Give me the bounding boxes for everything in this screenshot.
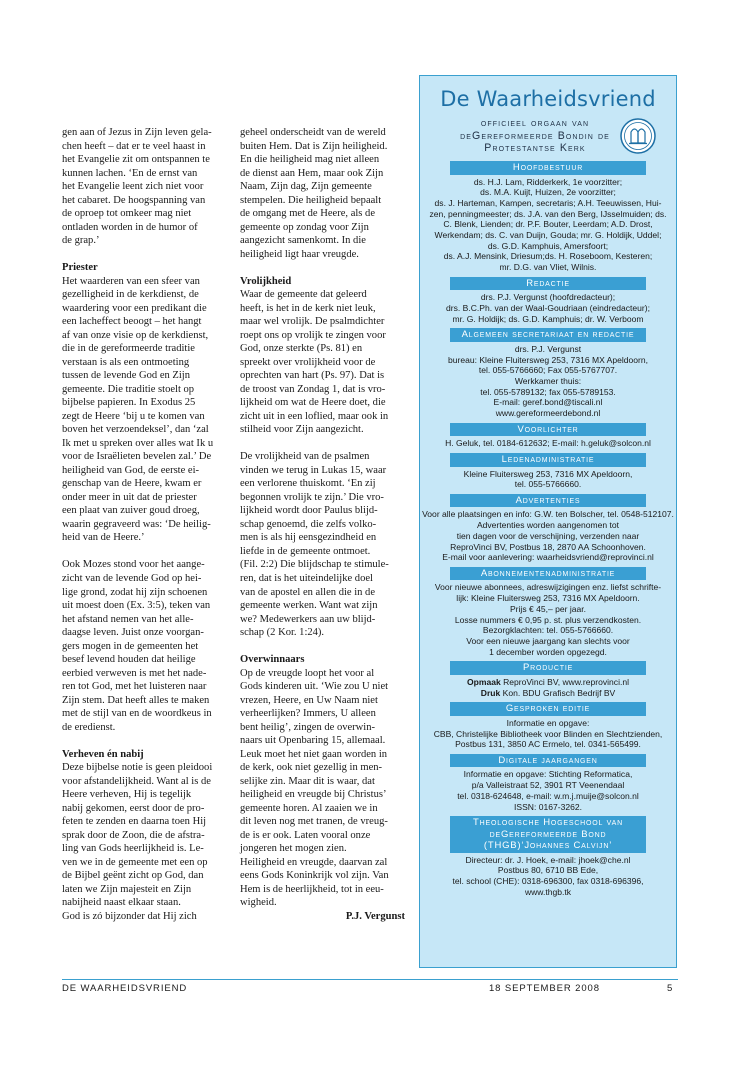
- section-secretariaat-heading: Algemeen secretariaat en redactie: [450, 328, 646, 342]
- text-line: CBB, Christelijke Bibliotheek voor Blinden en Slechtzienden,: [433, 728, 663, 739]
- text-line: de kerk, ook niet gezellig in men-: [240, 762, 383, 774]
- text-line: Voor een nieuwe jaargang kan slechts voor: [466, 636, 630, 646]
- text-line: C. Blenk, Lienden; dr. P.F. Bouter, Leerdam; A.D. Drost,: [443, 219, 653, 230]
- text-line: heiligheid van God, de eerste ei-: [62, 464, 200, 476]
- text-line: heid van de Heere.’: [62, 532, 145, 544]
- section-hoofdbestuur-heading: Hoofdbestuur: [450, 161, 646, 175]
- text-line: lige grond, zodat hij zijn schoenen: [62, 586, 208, 598]
- text-line: E-mail: geref.bond@tiscali.nl: [493, 397, 603, 408]
- section-abonnementen-heading: Abonnementenadministratie: [450, 567, 646, 581]
- text-line: tel. 055-5766660; Fax 055-5767707.: [478, 365, 618, 376]
- text-line: Gereformeerde Bond: [472, 129, 585, 142]
- text-line: het Evangelie leent zich niet voor: [62, 181, 204, 193]
- text-line: we? Medewerkers aan uw blijd-: [240, 613, 376, 625]
- footer-rule: [62, 979, 678, 980]
- text-line: tel. 0318-624648, e-mail: w.m.j.muije@solcon.nl: [457, 790, 639, 801]
- text-line: ontladen worden in de humor of: [62, 221, 198, 233]
- text-line: ling van Gods heerlijkheid is. Le-: [62, 843, 204, 855]
- section-digitale-body: [420, 769, 676, 812]
- section-advertenties-body: [420, 509, 676, 563]
- text-line: Naam, Zijn dag, Zijn gemeente: [240, 181, 372, 193]
- text-line: voor de Israëlieten bevelen zal.’ De: [62, 451, 212, 463]
- masthead-subtitle: [420, 115, 676, 157]
- text-line: Deze bijbelse notie is geen pleidooi: [62, 762, 213, 774]
- text-line: ds. A.J. Mensink, Driesum;ds. H. Roseboom, Kesteren;: [443, 251, 653, 262]
- text-line: genschap van de Heere, kwam er: [62, 478, 202, 490]
- text-line: eerbied verweven is met het nade-: [62, 667, 207, 679]
- text-line: Werkendam; ds. C. van Duijn, Gouda; mr. G. Holdijk, Uddel;: [434, 230, 662, 241]
- opmaak-label: Opmaak: [467, 676, 501, 687]
- text-line: Werkkamer thuis:: [514, 376, 582, 387]
- text-line: een lacheffect beoogt – het hangt: [62, 316, 202, 328]
- text-line: tel. 055-5789132; fax 055-5789153.: [480, 386, 616, 397]
- text-line: boven het verzoendeksel’, dan ‘zal: [62, 424, 209, 436]
- text-line: drs. P.J. Vergunst: [514, 343, 582, 354]
- text-line: Prijs € 45,– per jaar.: [509, 603, 586, 614]
- text-line: dit leven nog met tranen, de vreug-: [240, 816, 388, 828]
- church-emblem-icon: [620, 116, 656, 156]
- text-line: zicht uit in een loflied, maar ook in: [240, 410, 389, 422]
- text-line: Waar de gemeente dat geleerd: [240, 289, 367, 301]
- section-abonnementen-body: [420, 582, 676, 657]
- text-line: roept ons op vrolijk te zingen voor: [240, 329, 386, 341]
- text-line: ‘Johannes Calvijn’: [521, 840, 613, 852]
- text-line: naars uit Openbaring 15, allemaal.: [240, 735, 386, 747]
- text-line: vrezen, Heere, en Uw Naam niet: [240, 694, 378, 706]
- section-ledenadministratie-body: [420, 469, 676, 490]
- text-line: gemeente horen. Al zaaien we in: [240, 802, 378, 814]
- footer-date: 18 SEPTEMBER 2008: [489, 983, 600, 994]
- text-line: vinden we terug in Lukas 15, waar: [240, 464, 387, 476]
- text-line: Bezorgklachten: tel. 055-5766660.: [482, 625, 614, 636]
- text-line: nabijheid naast elkaar staan.: [62, 897, 181, 909]
- text-line: Theologische Hogeschool van de: [473, 817, 623, 840]
- text-line: onder meer in uit dat de priester: [62, 491, 197, 503]
- footer-publication: DE WAARHEIDSVRIEND: [62, 983, 188, 994]
- text-line: zen, penningmeester; ds. J.A. van den Berg, IJsselmuiden; ds.: [429, 208, 667, 219]
- text-line: En die heiligheid mag niet alleen: [240, 154, 380, 166]
- section-thgb-body: [420, 855, 676, 898]
- text-line: ds. H.J. Lam, Ridderkerk, 1e voorzitter;: [473, 176, 623, 187]
- text-line: chen heeft – dat er te veel haast in: [62, 140, 206, 152]
- section-redactie-heading: Redactie: [450, 277, 646, 291]
- text-line: ds. J. Harteman, Kampen, secretaris; A.H. Teeuwissen, Hui-: [434, 197, 662, 208]
- text-line: aangezicht samenkomt. In die: [240, 235, 366, 247]
- text-line: officieel orgaan van de: [460, 117, 590, 142]
- text-line: Leuk moet het niet gaan worden in: [240, 748, 388, 760]
- text-line: nabij gekomen, eerst door de pro-: [62, 802, 205, 814]
- text-line: drs. B.C.Ph. van der Waal-Goudriaan (eindredacteur);: [446, 303, 650, 314]
- text-line: gemeente werken. Want wat zijn: [240, 600, 378, 612]
- text-line: Ook Mozes stond voor het aange-: [62, 559, 205, 571]
- article-column-1: [62, 126, 228, 937]
- text-line: Directeur: dr. J. Hoek, e-mail: jhoek@che.nl: [465, 854, 631, 865]
- text-line: begonnen vrolijk te zijn.’ Die vro-: [240, 491, 384, 503]
- section-gesproken-heading: Gesproken editie: [450, 702, 646, 716]
- text-line: Informatie en opgave:: [506, 717, 590, 728]
- text-line: in de Protestantse Kerk: [484, 129, 610, 154]
- text-line: mr. D.G. van Vliet, Wilnis.: [499, 262, 597, 273]
- section-voorlichter-heading: Voorlichter: [450, 423, 646, 437]
- text-line: God is zó bijzonder dat Hij zich: [62, 910, 197, 922]
- druk-label: Druk: [480, 687, 501, 698]
- text-line: gemeente. Die traditie stoelt op: [62, 383, 195, 395]
- text-line: Gods kinderen uit. ‘Wie zou U niet: [240, 681, 389, 693]
- text-line: Hem is de heerlijkheid, tot in eeu-: [240, 883, 384, 895]
- text-line: Heiligheid en vreugde, daarvan zal: [240, 856, 388, 868]
- text-line: uit moest doen (Ex. 3:5), teken van: [62, 600, 211, 612]
- col1-heading-verheven: Verheven én nabij: [62, 748, 144, 760]
- text-line: lijkheid wordt door Paulus blijd-: [240, 505, 378, 517]
- text-line: wigheid.: [240, 897, 277, 909]
- text-line: een plaat van zuiver goud droeg,: [62, 505, 200, 517]
- section-gesproken-body: [420, 718, 676, 750]
- section-hoofdbestuur-body: [420, 177, 676, 273]
- text-line: jongeren het mogen zien.: [240, 843, 347, 855]
- opmaak-value: ReproVinci BV, www.reprovinci.nl: [503, 676, 629, 687]
- text-line: Ik met u spreken over alles wat Ik u: [62, 437, 214, 449]
- text-line: af van onze visie op de kerkdienst,: [62, 329, 209, 341]
- col1-paragraph-1: [62, 126, 228, 248]
- text-line: stilheid voor Zijn aangezicht.: [240, 424, 364, 436]
- text-line: tel. school (CHE): 0318-696300, fax 0318-696396,: [452, 876, 644, 887]
- text-line: ReproVinci BV, Postbus 18, 2870 AA Schoonhoven.: [450, 541, 646, 552]
- text-line: de Bijbel geënt zicht op God, dan: [62, 870, 204, 882]
- text-line: men is als hij eensgezindheid en: [240, 532, 377, 544]
- text-line: laten we Zijn majesteit en Zijn: [62, 883, 192, 895]
- text-line: mr. G. Holdijk; ds. G.D. Kamphuis; dr. W. Verboom: [452, 313, 644, 324]
- text-line: oprechten van hart (Ps. 97). Dat is: [240, 370, 385, 382]
- col1-paragraph-4: [62, 761, 228, 923]
- text-line: de dienst aan Hem, maar ook Zijn: [240, 167, 384, 179]
- text-line: 1 december worden opgezegd.: [489, 646, 607, 657]
- col1-heading-priester: Priester: [62, 262, 98, 274]
- text-line: selijke zin. Maar dit is waar, dat: [240, 775, 375, 787]
- text-line: die in de gereformeerde traditie: [62, 343, 195, 355]
- text-line: Zijn stem. Dat heeft alles te maken: [62, 694, 210, 706]
- text-line: Voor alle plaatsingen en info: G.W. ten Bolscher, tel. 0548-512107.: [422, 509, 674, 520]
- section-productie-heading: Productie: [450, 661, 646, 675]
- section-digitale-heading: Digitale jaargangen: [450, 754, 646, 768]
- text-line: de is er ook. Laten vooral onze: [240, 829, 371, 841]
- footer-page-number: 5: [667, 983, 674, 994]
- text-line: gemeente op zondag voor Zijn: [240, 221, 369, 233]
- text-line: Losse nummers € 0,95 p. st. plus verzendkosten.: [454, 614, 642, 625]
- productie-druk-line: [420, 688, 676, 699]
- text-line: gen aan of Jezus in Zijn leven gela-: [62, 127, 212, 138]
- text-line: verheerlijken? Immers, U alleen: [240, 708, 376, 720]
- section-thgb-heading: [450, 816, 646, 853]
- col2-paragraph-2: [240, 288, 405, 437]
- text-line: drs. P.J. Vergunst (hoofdredacteur);: [480, 292, 616, 303]
- text-line: de grap.’: [62, 235, 100, 247]
- col1-paragraph-2: [62, 275, 228, 545]
- section-ledenadministratie-heading: Ledenadministratie: [450, 453, 646, 467]
- text-line: een verlorene thuiskomt. ‘En zij: [240, 478, 376, 490]
- col2-paragraph-1: [240, 126, 405, 261]
- col2-heading-vrolijkheid: Vrolijkheid: [240, 275, 292, 287]
- text-line: Het waarderen van een sfeer van: [62, 275, 200, 287]
- text-line: lijkheid om wat de Heere doet, die: [240, 397, 386, 409]
- section-productie-body: [420, 677, 676, 698]
- text-line: tien dagen voor de verschijning, verzenden naar: [456, 530, 640, 541]
- text-line: het cabaret. De hoogspanning van: [62, 194, 206, 206]
- section-redactie-body: [420, 292, 676, 324]
- article-column-2: [240, 126, 405, 923]
- text-line: Informatie en opgave: Stichting Reformatica,: [463, 769, 633, 780]
- text-line: heeft, is het in de kerk niet leuk,: [240, 302, 376, 314]
- text-line: Gereformeerde Bond (THGB): [483, 828, 607, 852]
- text-line: Postbus 80, 6710 BB Ede,: [497, 865, 599, 876]
- text-line: bent heilig’, zingen de overwin-: [240, 721, 376, 733]
- masthead-title: De Waarheidsvriend: [440, 87, 656, 111]
- text-line: heiligheid ligt haar vreugde.: [240, 248, 359, 260]
- text-line: www.gereformeerdebond.nl: [495, 408, 601, 419]
- text-line: schap genoemd, die zelfs volko-: [240, 518, 377, 530]
- text-line: schap (2 Kor. 1:24).: [240, 627, 325, 639]
- text-line: tel. 055-5766660.: [514, 479, 582, 490]
- text-line: Heere verheven, Hij is tegelijk: [62, 789, 192, 801]
- text-line: gezelligheid in de kerkdienst, de: [62, 289, 199, 301]
- text-line: stempelen. Die heiligheid bepaalt: [240, 194, 382, 206]
- text-line: ISSN: 0167-3262.: [514, 801, 582, 812]
- productie-opmaak-line: [420, 677, 676, 688]
- text-line: ren, dat is het uiteindelijke doel: [240, 572, 373, 584]
- text-line: (Fil. 2:2) Die blijdschap te stimule-: [240, 559, 389, 571]
- text-line: voor afstandelijkheid. Want al is de: [62, 775, 211, 787]
- author-signature: P.J. Vergunst: [345, 910, 405, 922]
- text-line: H. Geluk, tel. 0184-612632; E-mail: h.geluk@solcon.nl: [445, 438, 651, 449]
- text-line: liefde in de gemeente ontmoet.: [240, 545, 371, 557]
- text-line: bijbelse papieren. In Exodus 25: [62, 397, 196, 409]
- col1-paragraph-3: [62, 558, 228, 734]
- text-line: ds. M.A. Kuijt, Huizen, 2e voorzitter;: [480, 187, 616, 198]
- text-line: sprak door de Zoon, die de afstra-: [62, 829, 205, 841]
- text-line: ds. G.D. Kamphuis, Amersfoort;: [487, 240, 609, 251]
- text-line: God, onze sterkte (Ps. 81) en: [240, 343, 363, 355]
- text-line: het afstand nemen van het alle-: [62, 613, 194, 625]
- text-line: waarin gegraveerd was: ‘De heilig-: [62, 518, 211, 530]
- text-line: Postbus 131, 3850 AC Ermelo, tel. 0341-565499.: [455, 739, 641, 750]
- colophon-box: [419, 75, 677, 968]
- text-line: verstaan is als een ontmoeting: [62, 356, 190, 368]
- text-line: E-mail voor aanlevering: waarheidsvriend@reprovinci.nl: [442, 552, 654, 563]
- col2-paragraph-4: [240, 667, 405, 910]
- text-line: de eredienst.: [62, 721, 116, 733]
- text-line: besef levend houden dat heilige: [62, 654, 196, 666]
- text-line: feten te zenden en daarna toen Hij: [62, 816, 207, 828]
- text-line: tussen de levende God en Zijn: [62, 370, 190, 382]
- text-line: De vrolijkheid van de psalmen: [240, 451, 370, 463]
- col2-paragraph-3: [240, 450, 405, 639]
- text-line: maar wel vrolijk. De psalmdichter: [240, 316, 385, 328]
- text-line: lijk: Kleine Fluitersweg 253, 7316 MX Apeldoorn.: [456, 593, 640, 604]
- col2-heading-overwinnaars: Overwinnaars: [240, 654, 305, 666]
- text-line: geheel onderscheidt van de wereld: [240, 127, 386, 138]
- text-line: Advertenties worden aangenomen tot: [476, 520, 620, 531]
- text-line: spreekt over vrolijkheid voor de: [240, 356, 376, 368]
- text-line: het Evangelie zit om ontspannen te: [62, 154, 210, 166]
- text-line: de troost van Zondag 1, dat is vro-: [240, 383, 386, 395]
- text-line: de omgang met de Heere, als de: [240, 208, 376, 220]
- text-line: waardering voor een predikant die: [62, 302, 207, 314]
- text-line: ren tot God, met het luisteren naar: [62, 681, 207, 693]
- section-secretariaat-body: [420, 344, 676, 419]
- text-line: kunnen lachen. ‘En de ernst van: [62, 167, 198, 179]
- section-voorlichter-body: [420, 438, 676, 449]
- section-advertenties-heading: Advertenties: [450, 494, 646, 508]
- text-line: Kleine Fluitersweg 253, 7316 MX Apeldoorn,: [463, 468, 633, 479]
- text-line: ven we in de gemeente met een op: [62, 856, 208, 868]
- text-line: van de apostel en allen die in de: [240, 586, 376, 598]
- masthead-subtitle-lines: [450, 117, 620, 155]
- text-line: gers mogen in de gemeenten het: [62, 640, 199, 652]
- text-line: met de stijl van en de woordkeus in: [62, 708, 212, 720]
- text-line: buiten Hem. Dat is Zijn heiligheid.: [240, 140, 388, 152]
- text-line: p/a Valleistraat 52, 3901 RT Veenendaal: [471, 780, 625, 791]
- text-line: www.thgb.tk: [524, 886, 572, 897]
- druk-value: Kon. BDU Grafisch Bedrijf BV: [502, 687, 616, 698]
- text-line: heiligheid en vreugde bij Christus’: [240, 789, 387, 801]
- text-line: zegt de Heere ‘bij u te komen van: [62, 410, 205, 422]
- text-line: Voor nieuwe abonnees, adreswijzigingen enz. liefst schrifte-: [434, 582, 662, 593]
- text-line: de oproep tot omkeer mag niet: [62, 208, 192, 220]
- text-line: eens Gods Koninkrijk vol zijn. Van: [240, 870, 389, 882]
- text-line: bureau: Kleine Fluitersweg 253, 7316 MX Apeldoorn,: [447, 354, 649, 365]
- text-line: daagse leven. Juist onze voorgan-: [62, 627, 204, 639]
- text-line: Op de vreugde loopt het voor al: [240, 667, 375, 679]
- text-line: zicht van de levende God op hei-: [62, 572, 202, 584]
